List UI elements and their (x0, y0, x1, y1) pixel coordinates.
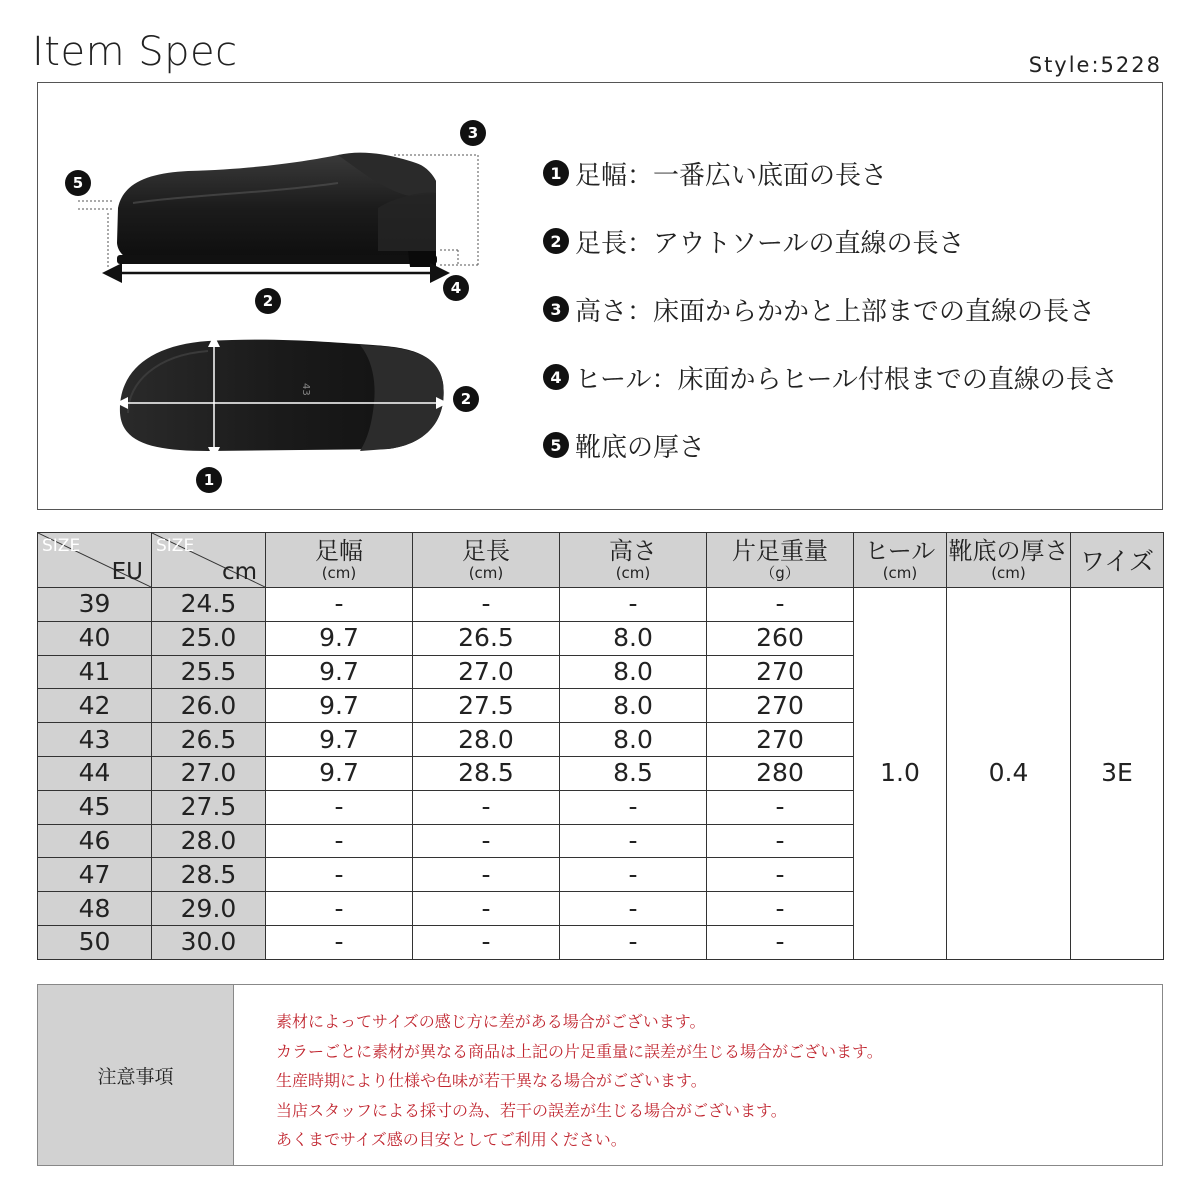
cell-weight: 280 (707, 756, 854, 790)
cell-cm: 26.5 (152, 723, 266, 757)
page-title: Item Spec (32, 29, 238, 75)
cell-eu: 42 (38, 689, 152, 723)
cell-width: 9.7 (266, 723, 413, 757)
table-row (38, 588, 1164, 622)
cell-weight: 260 (707, 621, 854, 655)
callout-badge-3 (460, 120, 486, 146)
callout-badge-2-sole (453, 386, 479, 412)
cell-width: - (266, 925, 413, 959)
cell-width: 9.7 (266, 756, 413, 790)
measurement-diagram-panel (37, 82, 1163, 510)
cell-width: - (266, 892, 413, 926)
cell-width: - (266, 824, 413, 858)
cell-eu: 44 (38, 756, 152, 790)
note-line: カラーごとに素材が異なる商品は上記の片足重量に誤差が生じる場合がございます。 (276, 1041, 883, 1061)
cell-width: - (266, 790, 413, 824)
cell-cm: 28.0 (152, 824, 266, 858)
cell-height: 8.0 (560, 621, 707, 655)
cell-height: - (560, 925, 707, 959)
cell-weight: - (707, 790, 854, 824)
cell-weight: - (707, 588, 854, 622)
legend-item-width (543, 139, 1163, 207)
legend-text: 靴底の厚さ (575, 432, 706, 463)
legend-text: ヒール：床面からヒール付根までの直線の長さ (575, 364, 1118, 395)
cell-length: 28.0 (413, 723, 560, 757)
cell-weight: - (707, 925, 854, 959)
legend-text: 足長：アウトソールの直線の長さ (575, 228, 965, 259)
header-wise: ワイズ (1071, 533, 1164, 588)
cell-heel: 1.0 (854, 588, 947, 960)
cell-weight: - (707, 858, 854, 892)
cell-height: - (560, 790, 707, 824)
notes-body (234, 985, 883, 1165)
shoe-illustration (38, 83, 518, 511)
shoe-sole-view (120, 340, 444, 451)
cell-height: - (560, 824, 707, 858)
cell-eu: 50 (38, 925, 152, 959)
cell-eu: 39 (38, 588, 152, 622)
cell-height: - (560, 858, 707, 892)
cell-height: 8.0 (560, 689, 707, 723)
cell-weight: 270 (707, 655, 854, 689)
cell-width: 9.7 (266, 621, 413, 655)
measurement-legend (543, 139, 1163, 479)
cell-weight: - (707, 824, 854, 858)
cell-length: - (413, 588, 560, 622)
cell-cm: 28.5 (152, 858, 266, 892)
cell-wise: 3E (1071, 588, 1164, 960)
legend-item-heel (543, 343, 1163, 411)
number-badge: 1 (543, 160, 569, 186)
cell-eu: 43 (38, 723, 152, 757)
cell-height: - (560, 892, 707, 926)
svg-text:2: 2 (262, 292, 274, 310)
cell-height: 8.5 (560, 756, 707, 790)
cell-cm: 26.0 (152, 689, 266, 723)
cell-width: - (266, 858, 413, 892)
cell-weight: - (707, 892, 854, 926)
cell-height: 8.0 (560, 723, 707, 757)
cell-eu: 48 (38, 892, 152, 926)
cell-length: 27.5 (413, 689, 560, 723)
number-badge: 3 (543, 296, 569, 322)
style-number: Style:5228 (1028, 53, 1162, 77)
cell-eu: 46 (38, 824, 152, 858)
number-badge: 2 (543, 228, 569, 254)
svg-text:5: 5 (72, 174, 84, 192)
cell-cm: 24.5 (152, 588, 266, 622)
cell-length: 26.5 (413, 621, 560, 655)
cell-weight: 270 (707, 689, 854, 723)
cell-cm: 27.0 (152, 756, 266, 790)
svg-text:3: 3 (467, 124, 479, 142)
header-weight: 片足重量 （g） (707, 533, 854, 588)
cell-width: 9.7 (266, 689, 413, 723)
header-size-cm: SIZE cm (152, 533, 266, 588)
header-height: 高さ (cm) (560, 533, 707, 588)
cell-cm: 25.5 (152, 655, 266, 689)
svg-text:2: 2 (460, 390, 472, 408)
svg-text:4: 4 (450, 279, 462, 297)
note-line: 生産時期により仕様や色味が若干異なる場合がございます。 (276, 1071, 707, 1090)
callout-badge-4 (443, 275, 469, 301)
cell-width: 9.7 (266, 655, 413, 689)
header-heel: ヒール (cm) (854, 533, 947, 588)
header-length: 足長 (cm) (413, 533, 560, 588)
legend-text: 足幅：一番広い底面の長さ (575, 160, 888, 191)
cell-length: - (413, 824, 560, 858)
cell-length: 27.0 (413, 655, 560, 689)
size-table (37, 532, 1164, 960)
cell-length: - (413, 790, 560, 824)
cell-eu: 45 (38, 790, 152, 824)
header-sole-thickness: 靴底の厚さ (cm) (947, 533, 1071, 588)
number-badge: 4 (543, 364, 569, 390)
header-size-eu: SIZE EU (38, 533, 152, 588)
cell-length: - (413, 892, 560, 926)
cell-height: 8.0 (560, 655, 707, 689)
cell-eu: 47 (38, 858, 152, 892)
note-line: あくまでサイズ感の目安としてご利用ください。 (276, 1130, 627, 1149)
cell-cm: 25.0 (152, 621, 266, 655)
shoe-side-view (117, 153, 437, 267)
cell-height: - (560, 588, 707, 622)
cell-length: 28.5 (413, 756, 560, 790)
callout-badge-2-side (255, 288, 281, 314)
notes-panel (37, 984, 1163, 1166)
sole-size-print: 43 (300, 383, 311, 396)
svg-text:1: 1 (203, 471, 215, 489)
cell-weight: 270 (707, 723, 854, 757)
callout-badge-1 (196, 467, 222, 493)
cell-cm: 30.0 (152, 925, 266, 959)
cell-length: - (413, 858, 560, 892)
cell-width: - (266, 588, 413, 622)
cell-eu: 40 (38, 621, 152, 655)
callout-badge-5 (65, 170, 91, 196)
notes-label: 注意事項 (38, 985, 234, 1165)
header-width: 足幅 (cm) (266, 533, 413, 588)
note-line: 当店スタッフによる採寸の為、若干の誤差が生じる場合がございます。 (276, 1100, 787, 1120)
number-badge: 5 (543, 432, 569, 458)
cell-sole-thickness: 0.4 (947, 588, 1071, 960)
legend-item-sole (543, 411, 1163, 479)
cell-cm: 27.5 (152, 790, 266, 824)
note-line: 素材によってサイズの感じ方に差がある場合がございます。 (276, 1012, 706, 1031)
legend-item-length (543, 207, 1163, 275)
legend-text: 高さ：床面からかかと上部までの直線の長さ (575, 296, 1096, 327)
cell-cm: 29.0 (152, 892, 266, 926)
legend-item-height (543, 275, 1163, 343)
cell-eu: 41 (38, 655, 152, 689)
cell-length: - (413, 925, 560, 959)
